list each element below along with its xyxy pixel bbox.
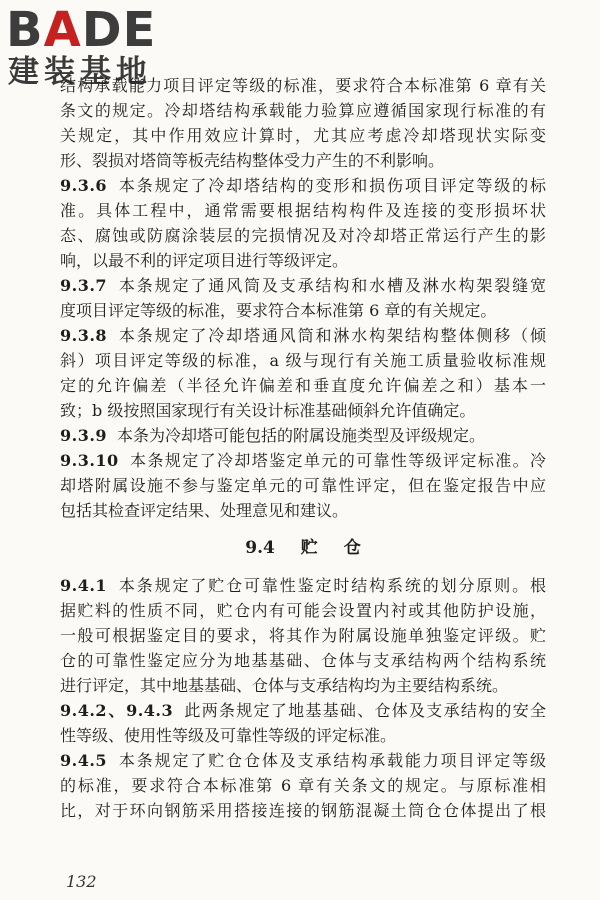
clause-number: 9.3.9	[60, 426, 108, 445]
text-line: 定的允许偏差（半径允许偏差和垂直度允许偏差之和）基本一	[60, 376, 546, 395]
text-line: 条文的规定。冷却塔结构承载能力验算应遵循国家现行标准的有	[60, 101, 546, 120]
clause-9-3-9	[60, 423, 546, 448]
clause-9-3-8	[60, 323, 546, 423]
text-line: 仓的可靠性鉴定应分为地基基础、仓体与支承结构两个结构系统	[60, 651, 546, 670]
logo-wordmark: BADE	[6, 2, 157, 58]
clause-number: 9.4.1	[60, 576, 108, 595]
section-title: 贮 仓	[300, 538, 361, 558]
clause-number: 9.3.8	[60, 326, 108, 345]
text-line: 本条规定了冷却塔鉴定单元的可靠性等级评定标准。冷	[128, 451, 546, 470]
text-line: 结构承载能力项目评定等级的标准，要求符合本标准第 6 章有关	[60, 76, 546, 95]
clause-9-4-2-9-4-3	[60, 698, 546, 748]
text-line: 却塔附属设施不参与鉴定单元的可靠性评定，但在鉴定报告中应	[60, 476, 546, 495]
text-line: 的标准，要求符合本标准第 6 章有关条文的规定。与原标准相	[60, 776, 546, 795]
text-line: 本条规定了贮仓仓体及支承结构承载能力项目评定等级	[117, 751, 546, 770]
logo-subtitle: 建装基地	[8, 54, 152, 90]
clause-number: 9.3.10	[60, 451, 119, 470]
text-line: 形、裂损对塔筒等板壳结构整体受力产生的不利影响。	[60, 151, 445, 170]
text-line: 本条为冷却塔可能包括的附属设施类型及评级规定。	[117, 426, 486, 445]
page-number: 132	[66, 872, 97, 891]
clause-9-3-7	[60, 273, 546, 323]
text-line: 响，以最不利的评定项目进行等级评定。	[60, 251, 349, 270]
clause-9-3-6	[60, 173, 546, 273]
clause-9-3-10	[60, 448, 546, 523]
section-heading	[60, 523, 546, 573]
text-line: 关规定，其中作用效应计算时，尤其应考虑冷却塔现状实际变	[60, 126, 546, 145]
text-line: 本条规定了冷却塔通风筒和淋水构架结构整体侧移（倾	[117, 326, 546, 345]
text-line: 致；b 级按照国家现行有关设计标准基础倾斜允许值确定。	[60, 401, 476, 420]
clause-number: 9.4.2、9.4.3	[60, 701, 174, 720]
paragraph-continued	[60, 73, 546, 173]
text-line: 此两条规定了地基基础、仓体及支承结构的安全	[183, 701, 546, 720]
text-line: 本条规定了冷却塔结构的变形和损伤项目评定等级的标	[117, 176, 546, 195]
text-line: 准。具体工程中，通常需要根据结构构件及连接的变形损坏状	[60, 201, 546, 220]
text-line: 进行评定，其中地基基础、仓体与支承结构均为主要结构系统。	[60, 676, 509, 695]
text-line: 度项目评定等级的标准，要求符合本标准第 6 章的有关规定。	[60, 301, 497, 320]
text-line: 性等级、使用性等级及可靠性等级的评定标准。	[60, 726, 397, 745]
text-line: 斜）项目评定等级的标准，a 级与现行有关施工质量验收标准规	[60, 351, 546, 370]
clause-9-4-1	[60, 573, 546, 698]
text-line: 包括其检查评定结果、处理意见和建议。	[60, 501, 349, 520]
clause-number: 9.4.5	[60, 751, 108, 770]
text-line: 态、腐蚀或防腐涂装层的完损情况及对冷却塔正常运行产生的影	[60, 226, 546, 245]
section-number: 9.4	[245, 538, 275, 558]
clause-number: 9.3.6	[60, 176, 108, 195]
text-line: 本条规定了通风筒及支承结构和水槽及淋水构架裂缝宽	[117, 276, 546, 295]
text-line: 一般可根据鉴定目的要求，将其作为附属设施单独鉴定评级。贮	[60, 626, 546, 645]
text-line: 据贮料的性质不同，贮仓内有可能会设置内衬或其他防护设施，	[60, 601, 546, 620]
clause-number: 9.3.7	[60, 276, 108, 295]
text-line: 比，对于环向钢筋采用搭接连接的钢筋混凝土筒仓仓体提出了根	[60, 801, 546, 820]
text-line: 本条规定了贮仓可靠性鉴定时结构系统的划分原则。根	[117, 576, 546, 595]
document-body	[60, 73, 546, 823]
clause-9-4-5	[60, 748, 546, 823]
